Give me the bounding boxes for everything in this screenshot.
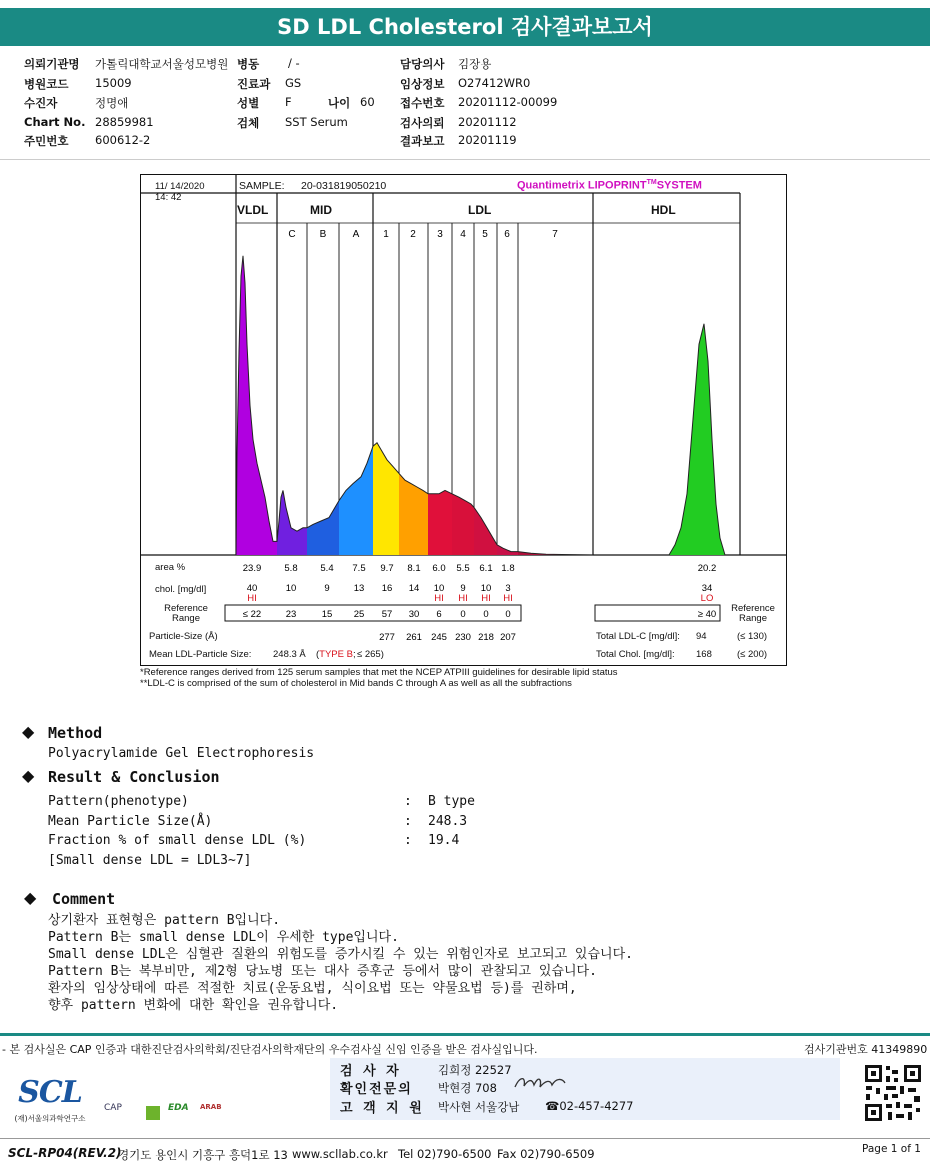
band-label: 7 bbox=[552, 229, 558, 240]
footer-divider bbox=[0, 1033, 930, 1036]
chart-no-value: 28859981 bbox=[95, 115, 154, 129]
cap-logo: CAP bbox=[104, 1103, 122, 1113]
hospital-value: 가톨릭대학교서울성모병원 bbox=[95, 57, 229, 71]
comment-title: Comment bbox=[52, 890, 116, 908]
diamond-icon: ◆ bbox=[24, 888, 37, 907]
arab-logo: ARAB bbox=[200, 1103, 222, 1111]
scl-logo-subtitle: (재)서울의과학연구소 bbox=[14, 1114, 86, 1123]
result-sep: : bbox=[404, 814, 412, 829]
chol-value: 40 bbox=[246, 583, 258, 594]
ref-value: 30 bbox=[408, 609, 420, 620]
patient-label: 수진자 bbox=[24, 96, 58, 110]
ssn-label: 주민번호 bbox=[24, 134, 69, 148]
chol-value: 10 bbox=[480, 583, 492, 594]
form-code: SCL-RP04(REV.2) bbox=[8, 1146, 122, 1160]
footer-bottom-divider bbox=[0, 1138, 930, 1139]
ref-value: 6 bbox=[436, 609, 442, 620]
total-ldl-value: 94 bbox=[696, 631, 707, 642]
area-value: 6.1 bbox=[479, 563, 493, 574]
flag-value: HI bbox=[247, 593, 257, 604]
sample-label: SAMPLE: bbox=[239, 180, 285, 192]
inspector-label: 검 사 자 bbox=[340, 1064, 402, 1079]
result-label-pattern: Pattern(phenotype) bbox=[48, 794, 189, 809]
footer-fax: Fax 02)790-6509 bbox=[497, 1147, 595, 1161]
mean-type: TYPE B bbox=[319, 649, 353, 660]
clinical-label: 임상정보 bbox=[400, 77, 445, 91]
support-label: 고 객 지 원 bbox=[340, 1101, 425, 1116]
flag-value: HI bbox=[503, 593, 513, 604]
footer-tel: Tel 02)790-6500 bbox=[398, 1147, 492, 1161]
chol-value: 3 bbox=[505, 583, 511, 594]
lipoprint-svg bbox=[141, 175, 786, 665]
support-value: 박사현 서울강남 bbox=[438, 1100, 520, 1114]
chol-value: 34 bbox=[701, 583, 713, 594]
ref-value: 15 bbox=[321, 609, 333, 620]
area-value: 1.8 bbox=[501, 563, 515, 574]
cert-text: - 본 검사실은 CAP 인증과 대한진단검사의학회/진단검사의학재단의 우수검사실 신임 인증을 받은 검사실입니다. bbox=[2, 1043, 538, 1056]
footer-website: www.scllab.co.kr bbox=[292, 1147, 388, 1161]
particle-value: 245 bbox=[431, 632, 447, 643]
ref-value: 57 bbox=[381, 609, 393, 620]
area-value: 7.5 bbox=[352, 563, 366, 574]
area-value: 6.0 bbox=[432, 563, 446, 574]
ref-value: ≥ 40 bbox=[697, 609, 717, 620]
ref-value: 0 bbox=[505, 609, 511, 620]
diamond-icon: ◆ bbox=[22, 766, 35, 785]
brand-system: SYSTEM bbox=[656, 179, 702, 192]
band-area-ldl-2 bbox=[399, 473, 428, 555]
band-area-ldl-4 bbox=[452, 494, 474, 555]
result-label-size: Mean Particle Size(Å) bbox=[48, 814, 213, 829]
ref-value: 25 bbox=[353, 609, 365, 620]
mean-type-close: ; bbox=[352, 649, 356, 660]
band-label: A bbox=[352, 229, 360, 240]
mean-type-open: ( bbox=[316, 649, 320, 660]
request-value: 20201112 bbox=[458, 115, 517, 129]
area-value: 8.1 bbox=[407, 563, 421, 574]
report-date-label: 결과보고 bbox=[400, 134, 445, 148]
chol-value: 9 bbox=[460, 583, 466, 594]
hospital-label: 의뢰기관명 bbox=[24, 57, 80, 71]
ref-value: 0 bbox=[460, 609, 466, 620]
brand-name: Quantimetrix LIPOPRINT bbox=[517, 179, 647, 192]
mean-value: 248.3 Å bbox=[273, 649, 306, 660]
age-label: 나이 bbox=[328, 96, 351, 110]
band-label: 2 bbox=[410, 229, 416, 240]
result-sep: : bbox=[404, 794, 412, 809]
area-value: 5.5 bbox=[456, 563, 470, 574]
particle-value: 207 bbox=[500, 632, 516, 643]
row-label-chol: chol. [mg/dl] bbox=[155, 584, 207, 595]
comment-line: Pattern B는 복부비만, 제2형 당뇨병 또는 대사 증후군 등에서 많이 관찰되고 있습니다. bbox=[48, 964, 597, 979]
group-ldl: LDL bbox=[468, 203, 492, 217]
row-label-particle: Particle-Size (Å) bbox=[149, 631, 218, 642]
confirm-value: 박현경 708 bbox=[438, 1081, 497, 1095]
hospital-code-label: 병원코드 bbox=[24, 77, 69, 91]
particle-value: 230 bbox=[455, 632, 471, 643]
sex-label: 성별 bbox=[237, 96, 260, 110]
comment-line: 상기환자 표현형은 pattern B입니다. bbox=[48, 913, 281, 928]
area-value: 23.9 bbox=[242, 563, 262, 574]
band-area-ldl-3 bbox=[428, 490, 452, 555]
chol-value: 10 bbox=[433, 583, 445, 594]
total-chol-value: 168 bbox=[696, 649, 712, 660]
band-area-ldl-5 bbox=[474, 507, 497, 555]
scl-logo: SCL bbox=[18, 1075, 82, 1110]
doctor-label: 담당의사 bbox=[400, 57, 445, 71]
total-chol-ref: (≤ 200) bbox=[737, 649, 768, 660]
receipt-value: 20201112-00099 bbox=[458, 95, 558, 109]
area-value: 20.2 bbox=[697, 563, 717, 574]
flag-value: LO bbox=[700, 593, 714, 604]
area-value: 5.8 bbox=[284, 563, 298, 574]
comment-line: Pattern B는 small dense LDL이 우세한 type입니다. bbox=[48, 930, 399, 945]
row-label-area: area % bbox=[155, 562, 186, 573]
eda-logo: EDA bbox=[168, 1103, 189, 1113]
footnote-2: **LDL-C is comprised of the sum of cholesterol in Mid bands C through A as well as all the subfractions bbox=[140, 678, 572, 689]
total-chol-label: Total Chol. [mg/dl]: bbox=[596, 649, 675, 660]
chart-date: 11/ 14/2020 bbox=[155, 181, 205, 192]
row-label-ref-right: Reference Range bbox=[731, 603, 775, 624]
total-ldl-ref: (≤ 130) bbox=[737, 631, 768, 642]
inspector-value: 김희정 22527 bbox=[438, 1063, 512, 1077]
group-mid: MID bbox=[310, 203, 332, 217]
band-label: B bbox=[319, 229, 327, 240]
comment-line: 환자의 임상상태에 따른 적절한 치료(운동요법, 식이요법 또는 약물요법 등)를 권하며, bbox=[48, 981, 577, 996]
method-title: Method bbox=[48, 724, 103, 742]
chart-no-label: Chart No. bbox=[24, 115, 86, 129]
sample-id: 20-031819050210 bbox=[301, 180, 387, 192]
flag-value: HI bbox=[458, 593, 468, 604]
page-number: Page 1 of 1 bbox=[862, 1143, 921, 1155]
band-area-vldl bbox=[236, 256, 277, 555]
result-value-fraction: 19.4 bbox=[428, 833, 460, 848]
report-date-value: 20201119 bbox=[458, 133, 517, 147]
flag-value: HI bbox=[481, 593, 491, 604]
mean-type-group bbox=[316, 649, 356, 660]
receipt-label: 접수번호 bbox=[400, 96, 445, 110]
method-text: Polyacrylamide Gel Electrophoresis bbox=[48, 746, 315, 761]
band-area-mid-a bbox=[339, 446, 373, 555]
result-sep: : bbox=[404, 833, 412, 848]
ward-label: 병동 bbox=[237, 57, 260, 71]
doctor-value: 김장용 bbox=[458, 57, 492, 71]
chol-value: 9 bbox=[324, 583, 330, 594]
patient-value: 정명애 bbox=[95, 96, 129, 110]
diamond-icon: ◆ bbox=[22, 722, 35, 741]
group-hdl: HDL bbox=[651, 203, 676, 217]
band-area-ldl-1 bbox=[373, 443, 399, 555]
particle-value: 261 bbox=[406, 632, 422, 643]
request-label: 검사의뢰 bbox=[400, 116, 445, 130]
comment-line: Small dense LDL은 심혈관 질환의 위험도를 증가시킬 수 있는 위험인자로 보고되고 있습니다. bbox=[48, 947, 633, 962]
specimen-label: 검체 bbox=[237, 116, 260, 130]
comment-line: 향후 pattern 변화에 대한 확인을 권유합니다. bbox=[48, 998, 339, 1013]
brand-label bbox=[517, 179, 702, 192]
header-divider bbox=[0, 159, 930, 160]
ref-value: ≤ 22 bbox=[242, 609, 262, 620]
chol-value: 14 bbox=[408, 583, 420, 594]
band-area-hdl bbox=[669, 324, 725, 555]
lipoprint-chart bbox=[140, 174, 787, 666]
group-vldl: VLDL bbox=[237, 203, 269, 217]
band-area-mid-c bbox=[277, 490, 307, 555]
ref-value: 23 bbox=[285, 609, 297, 620]
age-value: 60 bbox=[360, 95, 375, 109]
support-phone: ☎02-457-4277 bbox=[545, 1099, 634, 1113]
sex-value: F bbox=[285, 95, 292, 109]
report-title: SD LDL Cholesterol 검사결과보고서 bbox=[0, 8, 930, 46]
band-label: 4 bbox=[460, 229, 466, 240]
ssn-value: 600612-2 bbox=[95, 133, 151, 147]
result-note: [Small dense LDL = LDL3~7] bbox=[48, 853, 252, 868]
chart-time: 14: 42 bbox=[155, 192, 182, 203]
area-value: 5.4 bbox=[320, 563, 334, 574]
dept-label: 진료과 bbox=[237, 77, 271, 91]
band-label: C bbox=[288, 229, 296, 240]
ref-value: 0 bbox=[483, 609, 489, 620]
dept-value: GS bbox=[285, 76, 302, 90]
chol-value: 13 bbox=[353, 583, 365, 594]
ref-range-box bbox=[225, 605, 521, 621]
band-label: 6 bbox=[504, 229, 510, 240]
footnote-1: *Reference ranges derived from 125 serum samples that met the NCEP ATPIII guidelines for desirable lipid status bbox=[140, 667, 618, 678]
row-label-mean: Mean LDL-Particle Size: bbox=[149, 649, 252, 660]
row-label-ref: Reference Range bbox=[164, 603, 208, 624]
cert-badge-icon bbox=[146, 1106, 160, 1120]
specimen-value: SST Serum bbox=[285, 115, 348, 129]
particle-value: 277 bbox=[379, 632, 395, 643]
result-value-size: 248.3 bbox=[428, 814, 468, 829]
band-label: 5 bbox=[482, 229, 488, 240]
ward-value: / - bbox=[288, 56, 300, 70]
flag-value: HI bbox=[434, 593, 444, 604]
result-label-fraction: Fraction % of small dense LDL (%) bbox=[48, 833, 307, 848]
hospital-code-value: 15009 bbox=[95, 76, 132, 90]
qr-code-icon bbox=[864, 1064, 922, 1122]
footer-address: 경기도 용인시 기흥구 흥덕1로 13 bbox=[118, 1148, 288, 1162]
clinical-value: O27412WR0 bbox=[458, 76, 531, 90]
brand-tm: TM bbox=[646, 179, 657, 186]
lab-number: 검사기관번호 41349890 bbox=[804, 1043, 928, 1056]
mean-ref: ≤ 265) bbox=[357, 649, 384, 660]
chol-value: 16 bbox=[381, 583, 393, 594]
total-ldl-label: Total LDL-C [mg/dl]: bbox=[596, 631, 680, 642]
signature-image bbox=[512, 1072, 568, 1094]
area-value: 9.7 bbox=[380, 563, 394, 574]
band-label: 1 bbox=[383, 229, 389, 240]
confirm-label: 확인전문의 bbox=[340, 1082, 413, 1097]
chol-value: 10 bbox=[285, 583, 297, 594]
band-label: 3 bbox=[437, 229, 443, 240]
particle-value: 218 bbox=[478, 632, 494, 643]
result-value-pattern: B type bbox=[428, 794, 475, 809]
result-title: Result & Conclusion bbox=[48, 768, 220, 786]
